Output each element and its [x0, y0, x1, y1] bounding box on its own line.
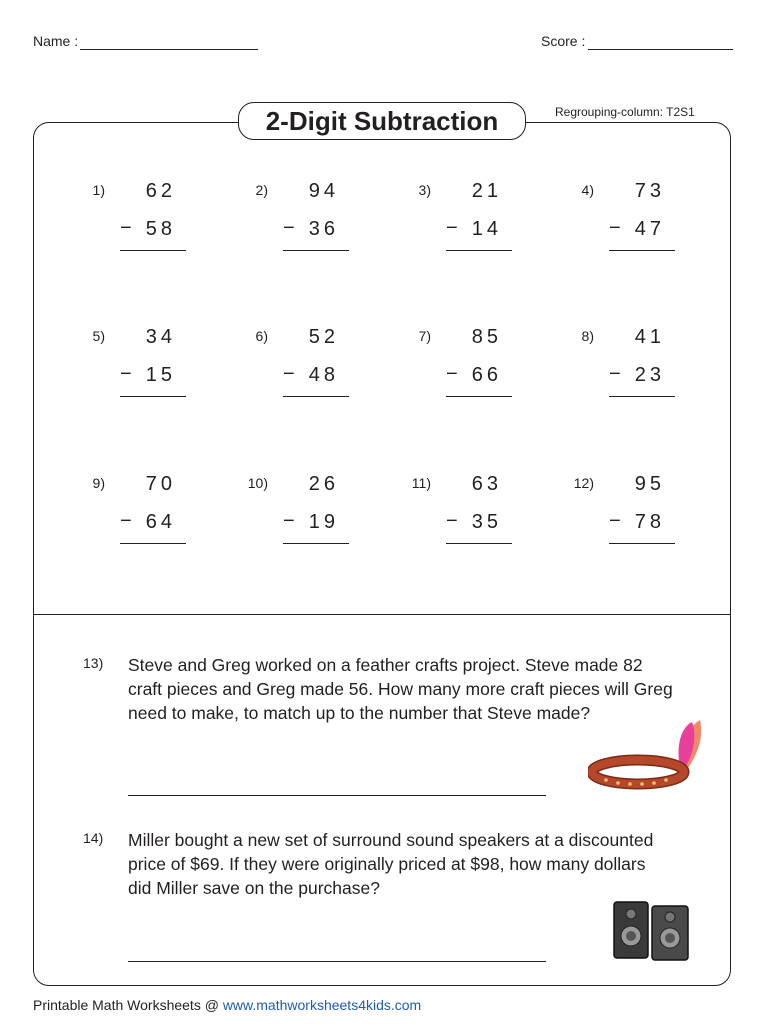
word-problem-text	[128, 828, 728, 900]
name-label: Name :	[33, 33, 79, 49]
word-problem-number: 13)	[83, 655, 104, 671]
minus-sign: −	[120, 510, 132, 532]
minuend: 95	[634, 473, 665, 495]
answer-line[interactable]	[128, 795, 546, 796]
text-line: Miller bought a new set of surround sound speakers at a discounted	[128, 830, 654, 850]
problem-number: 4)	[581, 182, 594, 198]
subtrahend: 64	[145, 511, 176, 533]
problem-number: 5)	[92, 328, 105, 344]
minus-sign: −	[609, 363, 621, 385]
subtraction-problem	[446, 180, 512, 250]
answer-rule[interactable]	[283, 543, 349, 544]
minuend: 94	[308, 180, 339, 202]
score-label: Score :	[541, 33, 586, 49]
minuend: 21	[471, 180, 502, 202]
subtraction-problem	[446, 473, 512, 543]
subtraction-problem	[283, 473, 349, 543]
subtrahend: 58	[145, 218, 176, 240]
minus-sign: −	[446, 510, 458, 532]
subtrahend: 14	[471, 218, 502, 240]
subtraction-problem	[609, 473, 675, 543]
minuend: 34	[145, 326, 176, 348]
answer-rule[interactable]	[609, 250, 675, 251]
minus-sign: −	[283, 217, 295, 239]
minus-sign: −	[609, 217, 621, 239]
speakers-icon	[612, 898, 692, 962]
worksheet-title: 2-Digit Subtraction	[238, 102, 526, 140]
problem-number: 10)	[247, 475, 268, 491]
answer-rule[interactable]	[609, 396, 675, 397]
minuend: 85	[471, 326, 502, 348]
text-line: price of $69. If they were originally priced at $98, how many dollars	[128, 854, 646, 874]
subtrahend: 35	[471, 511, 502, 533]
footer-link[interactable]: www.mathworksheets4kids.com	[222, 997, 422, 1013]
subtrahend: 23	[634, 364, 665, 386]
answer-rule[interactable]	[283, 396, 349, 397]
answer-rule[interactable]	[283, 250, 349, 251]
subtraction-problem	[283, 326, 349, 396]
subtrahend: 47	[634, 218, 665, 240]
answer-rule[interactable]	[609, 543, 675, 544]
minus-sign: −	[609, 510, 621, 532]
problem-number: 9)	[92, 475, 105, 491]
word-problem-number: 14)	[83, 830, 104, 846]
subtraction-problem	[609, 326, 675, 396]
subtrahend: 15	[145, 364, 176, 386]
subtraction-problem	[283, 180, 349, 250]
footer	[33, 997, 421, 1013]
text-line: craft pieces and Greg made 56. How many more craft pieces will Greg	[128, 679, 673, 699]
worksheet-tag: Regrouping-column: T2S1	[555, 105, 695, 119]
subtrahend: 36	[308, 218, 339, 240]
minus-sign: −	[446, 363, 458, 385]
name-field[interactable]	[80, 49, 258, 50]
word-problem-text	[128, 653, 728, 725]
answer-rule[interactable]	[446, 543, 512, 544]
problem-number: 11)	[411, 475, 431, 491]
subtrahend: 66	[471, 364, 502, 386]
minuend: 26	[308, 473, 339, 495]
score-field[interactable]	[588, 49, 733, 50]
subtraction-problem	[120, 180, 186, 250]
section-divider	[33, 614, 731, 615]
text-line: did Miller save on the purchase?	[128, 878, 380, 898]
footer-prefix: Printable Math Worksheets @	[33, 997, 223, 1013]
problem-number: 2)	[255, 182, 268, 198]
subtrahend: 19	[308, 511, 339, 533]
subtrahend: 78	[634, 511, 665, 533]
subtraction-problem	[120, 473, 186, 543]
minuend: 70	[145, 473, 176, 495]
subtraction-problem	[446, 326, 512, 396]
answer-rule[interactable]	[120, 250, 186, 251]
text-line: need to make, to match up to the number that Steve made?	[128, 703, 591, 723]
subtrahend: 48	[308, 364, 339, 386]
minuend: 62	[145, 180, 176, 202]
minuend: 41	[634, 326, 665, 348]
problem-number: 1)	[92, 182, 105, 198]
problem-number: 12)	[573, 475, 594, 491]
minuend: 52	[308, 326, 339, 348]
problem-number: 7)	[418, 328, 431, 344]
answer-rule[interactable]	[446, 250, 512, 251]
subtraction-problem	[609, 180, 675, 250]
text-line: Steve and Greg worked on a feather crafts project. Steve made 82	[128, 655, 643, 675]
problem-number: 6)	[255, 328, 268, 344]
minuend: 73	[634, 180, 665, 202]
headband-icon	[588, 718, 718, 798]
minus-sign: −	[120, 217, 132, 239]
answer-line[interactable]	[128, 961, 546, 962]
answer-rule[interactable]	[446, 396, 512, 397]
minus-sign: −	[446, 217, 458, 239]
minus-sign: −	[283, 363, 295, 385]
answer-rule[interactable]	[120, 396, 186, 397]
minus-sign: −	[283, 510, 295, 532]
answer-rule[interactable]	[120, 543, 186, 544]
problem-number: 3)	[418, 182, 431, 198]
minus-sign: −	[120, 363, 132, 385]
problem-number: 8)	[581, 328, 594, 344]
minuend: 63	[471, 473, 502, 495]
subtraction-problem	[120, 326, 186, 396]
